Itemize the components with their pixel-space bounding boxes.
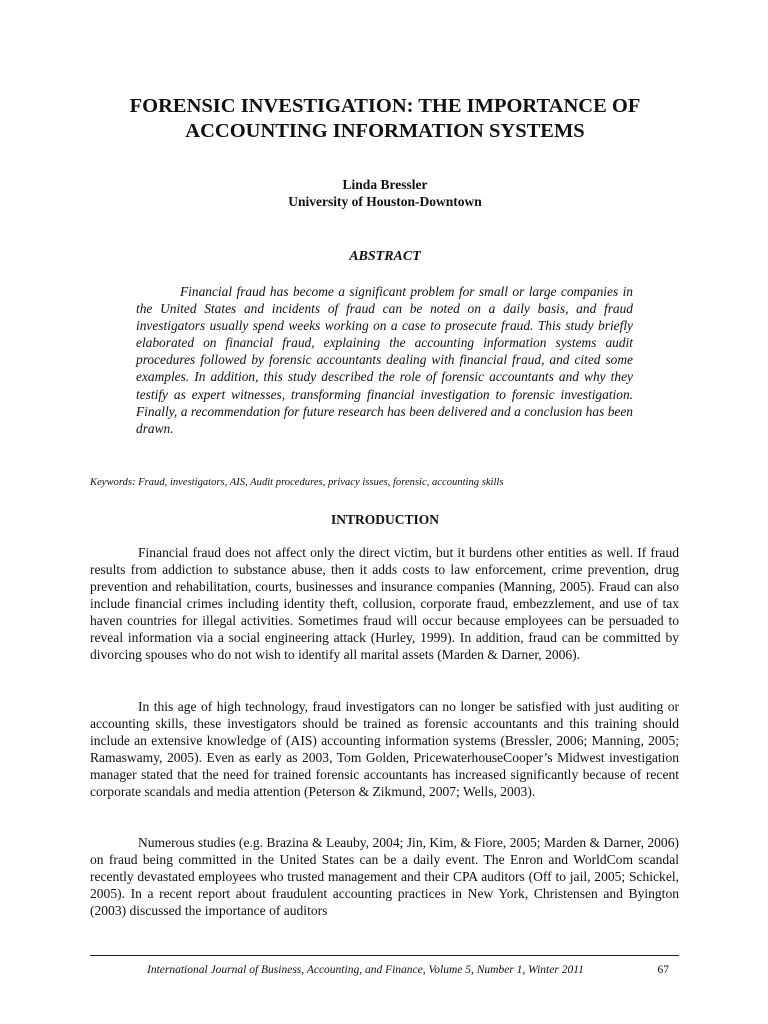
author-name: Linda Bressler xyxy=(342,177,428,192)
footer-journal-citation: International Journal of Business, Accounting, and Finance, Volume 5, Number 1, Winter 2011 xyxy=(147,964,584,976)
abstract-heading: ABSTRACT xyxy=(349,249,421,264)
title-line: FORENSIC INVESTIGATION: THE IMPORTANCE OF xyxy=(129,95,641,117)
keywords: Keywords: Fraud, investigators, AIS, Audit procedures, privacy issues, forensic, accounting skills xyxy=(90,477,504,488)
body-paragraph: Financial fraud does not affect only the direct victim, but it burdens other entities as well. If fraud results from addiction to substance abuse, then it adds costs to law enforcement, crime prevention, drug prevention and rehabilitation, courts, businesses and insurance companies (Manning, 2005). Fraud can also include financial crimes including identity theft, collusion, corporate fraud, embezzlement, and use of tax haven countries for illegal activities. Sometimes fraud will occur because employees can be persuaded to reveal information via a social engineering attack (Hurley, 1999). In addition, fraud can be committed by divorcing spouses who do not wish to identify all marital assets (Marden & Darner, 2006). xyxy=(90,545,679,663)
section-heading-introduction: INTRODUCTION xyxy=(330,512,439,527)
footer-divider xyxy=(90,955,679,956)
author-affiliation: University of Houston-Downtown xyxy=(288,194,482,209)
paper-title xyxy=(90,94,680,144)
abstract-text: Financial fraud has become a significant problem for small or large companies in the United States and incidents of fraud can be noted on a daily basis, and fraud investigators usually spend weeks working on a case to prosecute fraud. This study briefly elaborated on financial fraud, explaining the accounting information systems audit procedures followed by forensic accountants dealing with financial fraud, and cited some examples. In addition, this study described the role of forensic accountants and why they testify as expert witnesses, transforming financial investigation to forensic investigation. Finally, a recommendation for future research has been delivered and a conclusion has been drawn. xyxy=(136,284,633,436)
body-paragraph: In this age of high technology, fraud investigators can no longer be satisfied with just auditing or accounting skills, these investigators should be trained as forensic accountants and this training should include an extensive knowledge of (AIS) accounting information systems (Bressler, 2006; Manning, 2005; Ramaswamy, 2005). Even as early as 2003, Tom Golden, PricewaterhouseCooper’s Midwest investigation manager stated that the need for trained forensic accountants has increased significantly because of recent corporate scandals and media attention (Peterson & Zikmund, 2007; Wells, 2003). xyxy=(90,699,679,800)
page-number: 67 xyxy=(657,964,669,976)
author-block xyxy=(90,176,680,210)
title-line: ACCOUNTING INFORMATION SYSTEMS xyxy=(185,120,585,142)
body-paragraph: Numerous studies (e.g. Brazina & Leauby, 2004; Jin, Kim, & Fiore, 2005; Marden & Darner, 2006) on fraud being committed in the United States can be a daily event. The Enron and WorldCom scandal recently devastated employees who trusted management and their CPA auditors (Off to jail, 2005; Schickel, 2005). In a recent report about fraudulent accounting practices in New York, Christensen and Byington (2003) discussed the importance of auditors xyxy=(90,835,679,919)
